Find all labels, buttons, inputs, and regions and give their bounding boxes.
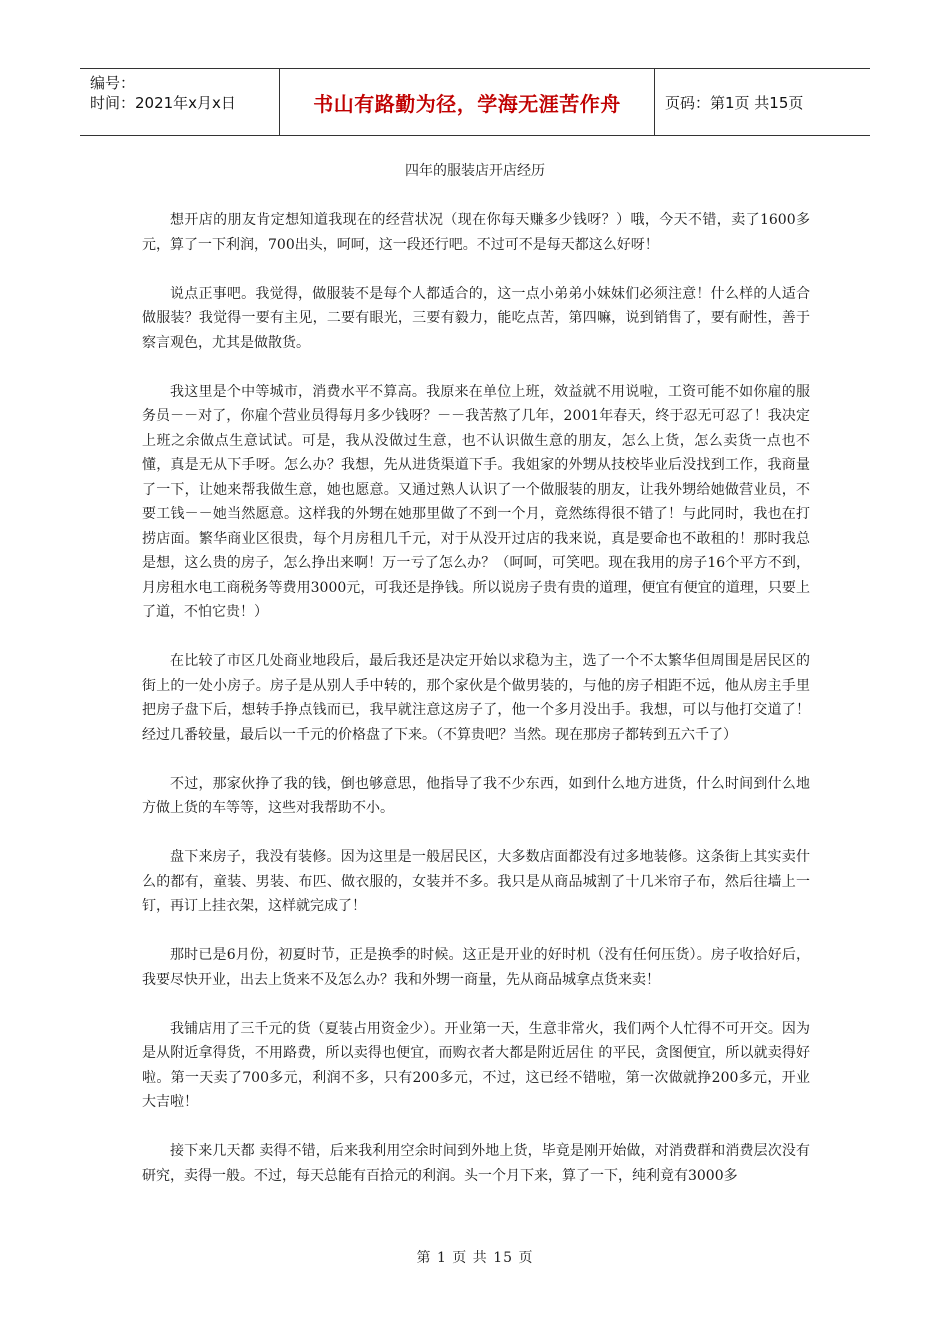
header-number-label: 编号： (90, 74, 136, 92)
paragraph: 我这里是个中等城市，消费水平不算高。我原来在单位上班，效益就不用说啦，工资可能不如你雇的服务员－－对了，你雇个营业员得每月多少钱呀？－－我苦熬了几年，2001年春天，终于忍无可忍了！我决定上班之余做点生意试试。可是，我从没做过生意，也不认识做生意的朋友，怎么上货，怎么卖货一点也不懂，真是无从下手呀。怎么办？我想，先从进货渠道下手。我姐家的外甥从技校毕业后没找到工作，我商量了一下，让她来帮我做生意，她也愿意。又通过熟人认识了一个做服装的朋友，让我外甥给她做营业员，不要工钱－－她当然愿意。这样我的外甥在她那里做了不到一个月，竟然练得很不错了！与此同时，我也在打捞店面。繁华商业区很贵，每个月房租几千元，对于从没开过店的我来说，真是要命也不敢租的！那时我总是想，这么贵的房子，怎么挣出来啊！万一亏了怎么办？（呵呵，可笑吧。现在我用的房子16个平方不到，月房租水电工商税务等费用3000元，可我还是挣钱。所以说房子贵有贵的道理，便宜有便宜的道理，只要上了道，不怕它贵！） (142, 383, 810, 620)
header-motto: 书山有路勤为径，学海无涯苦作舟 (280, 69, 655, 135)
page-footer: 第 1 页 共 15 页 (416, 1250, 534, 1266)
paragraph: 想开店的朋友肯定想知道我现在的经营状况（现在你每天赚多少钱呀？）哦，今天不错，卖了1600多元，算了一下利润，700出头，呵呵，这一段还行吧。不过可不是每天都这么好呀！ (142, 212, 810, 253)
paragraph: 在比较了市区几处商业地段后，最后我还是决定开始以求稳为主，选了一个不太繁华但周围是居民区的街上的一处小房子。房子是从别人手中转的，那个家伙是个做男装的，与他的房子相距不远，他从房主手里把房子盘下后，想转手挣点钱而已，我早就注意这房子了，他一个多月没出手。我想，可以与他打交道了！经过几番较量，最后以一千元的价格盘了下来。（不算贵吧？当然。现在那房子都转到五六千了） (142, 653, 810, 743)
paragraph: 接下来几天都 卖得不错，后来我利用空余时间到外地上货，毕竟是刚开始做，对消费群和消费层次没有研究，卖得一般。不过，每天总能有百拾元的利润。头一个月下来，算了一下，纯利竟有3000多 (142, 1143, 810, 1184)
page-header (80, 68, 870, 136)
header-page-info: 页码：第1页 共15页 (665, 93, 804, 112)
header-meta (80, 69, 280, 135)
paragraph: 说点正事吧。我觉得，做服装不是每个人都适合的，这一点小弟弟小妹妹们必须注意！什么样的人适合做服装？我觉得一要有主见，二要有眼光，三要有毅力，能吃点苦，第四嘛，说到销售了，要有耐性，善于察言观色，尤其是做散货。 (142, 285, 810, 351)
paragraph: 盘下来房子，我没有装修。因为这里是一般居民区，大多数店面都没有过多地装修。这条街上其实卖什么的都有，童装、男装、布匹、做衣服的，女装并不多。我只是从商品城割了十几米帘子布，然后往墙上一钉，再订上挂衣架，这样就完成了！ (142, 849, 810, 914)
paragraph: 不过，那家伙挣了我的钱，倒也够意思，他指导了我不少东西，如到什么地方进货，什么时间到什么地方做上货的车等等，这些对我帮助不小。 (142, 775, 810, 816)
paragraph: 那时已是6月份，初夏时节，正是换季的时候。这正是开业的好时机（没有任何压货）。房子收拾好后，我要尽快开业，出去上货来不及怎么办？我和外甥一商量，先从商品城拿点货来卖！ (142, 947, 810, 988)
header-time-label: 时间：2021年x月x日 (90, 94, 236, 112)
document-title: 四年的服装店开店经历 (405, 163, 545, 179)
document-body (142, 208, 810, 1188)
paragraph: 我铺店用了三千元的货（夏装占用资金少）。开业第一天，生意非常火，我们两个人忙得不可开交。因为是从附近拿得货，不用路费，所以卖得也便宜，而购衣者大都是附近居住 的平民，贪图便宜，所以就卖得好啦。第一天卖了700多元，利润不多，只有200多元，不过，这已经不错啦，第一次做就挣200多元，开业大吉啦！ (142, 1020, 810, 1110)
